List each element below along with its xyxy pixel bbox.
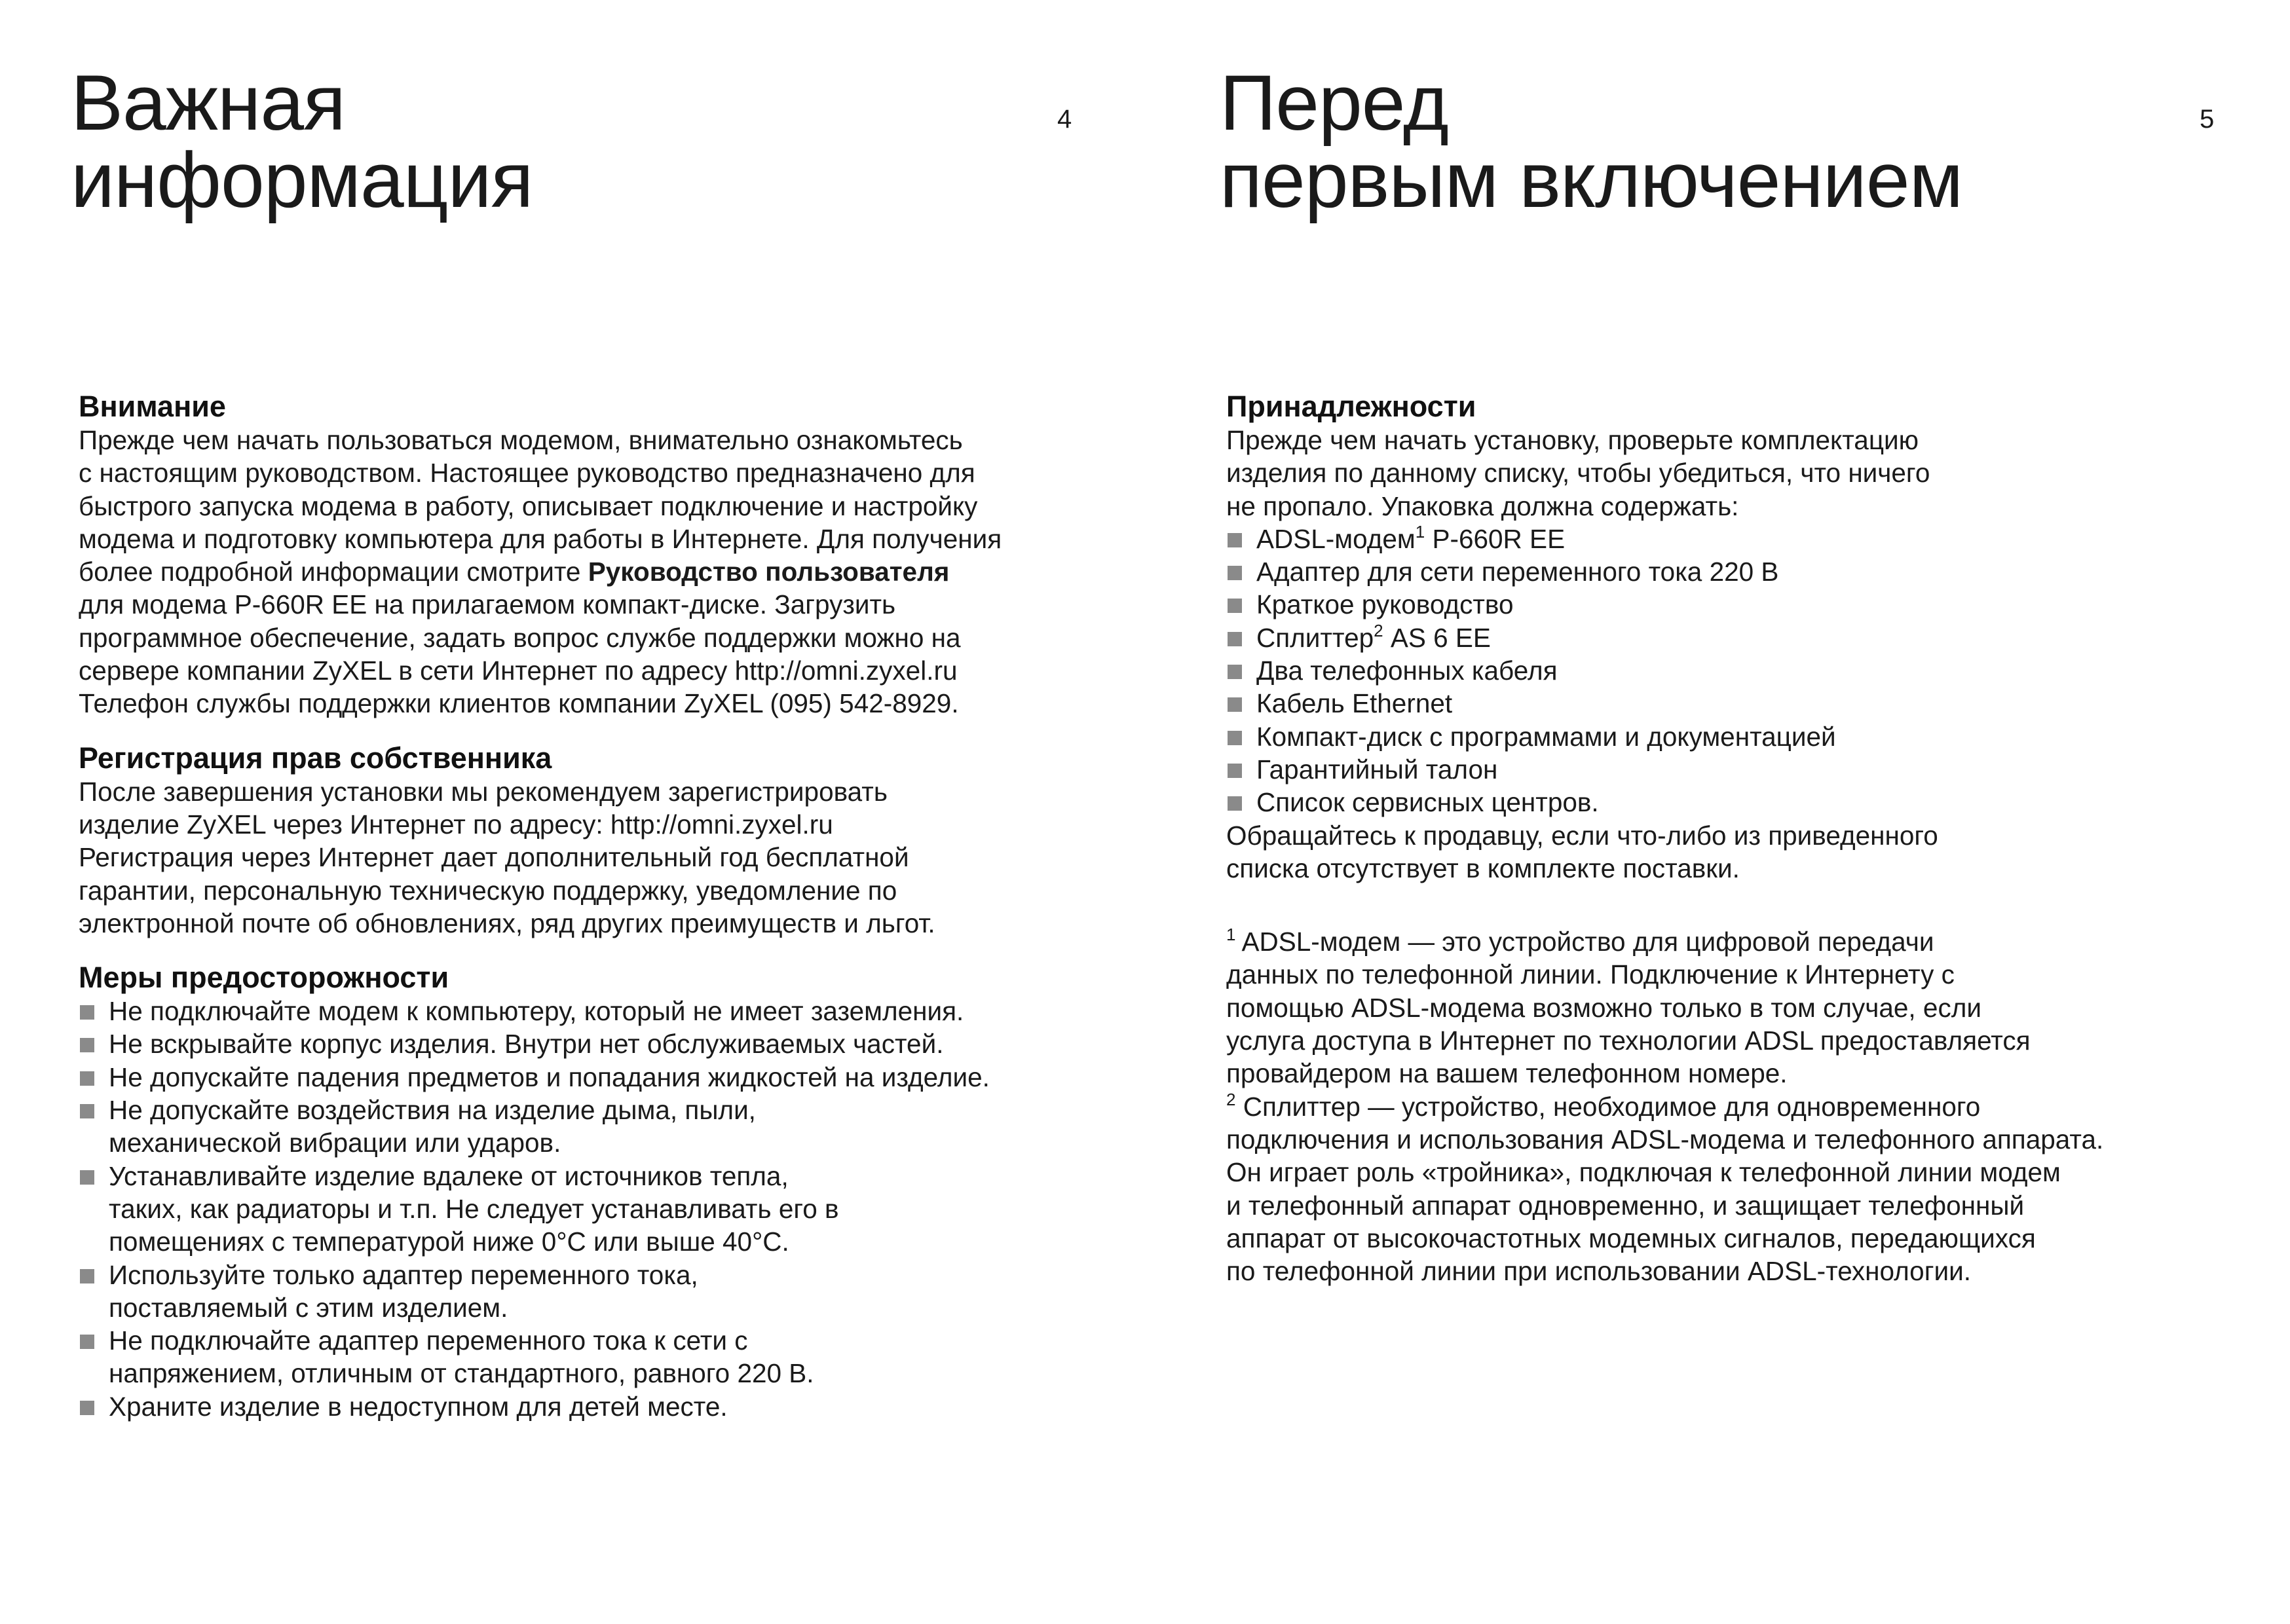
list-item [79, 1390, 1100, 1423]
square-bullet-icon [80, 1071, 94, 1086]
footnote [1226, 1090, 2274, 1123]
list-item-text: Не подключайте модем к компьютеру, который не имеет заземления. [109, 996, 964, 1027]
text-line: сервере компании ZyXEL в сети Интернет по адресу http://omni.zyxel.ru [79, 655, 958, 686]
text-fragment: P-660R EE [1425, 523, 1566, 554]
square-bullet-icon [1228, 731, 1242, 745]
section-heading: Внимание [79, 390, 226, 423]
list-item-text: Используйте только адаптер переменного тока, [109, 1259, 698, 1290]
list-item-text: Гарантийный талон [1256, 754, 1498, 784]
list-item [1226, 523, 2274, 555]
list-item [79, 1324, 1100, 1390]
list-item [79, 1061, 1100, 1094]
text-line: Регистрация через Интернет дает дополнительный год бесплатной [79, 842, 909, 873]
left-content [79, 390, 1100, 1423]
text-line: гарантии, персональную техническую поддержку, уведомление по [79, 875, 897, 906]
square-bullet-icon [1228, 697, 1242, 712]
page-number: 4 [1057, 105, 1072, 134]
square-bullet-icon [80, 1005, 94, 1020]
text-line: Прежде чем начать установку, проверьте комплектацию [1226, 425, 1919, 455]
list-item-text: помещениях с температурой ниже 0°С или выше 40°С. [109, 1227, 789, 1257]
list-item [1226, 687, 2274, 720]
section-heading: Меры предосторожности [79, 961, 449, 995]
precautions-list [79, 995, 1100, 1423]
text-line: помощью ADSL-модема возможно только в том случае, если [1226, 992, 1981, 1023]
section-heading: Принадлежности [1226, 390, 1476, 423]
list-item-text: Не допускайте воздействия на изделие дыма, пыли, [109, 1095, 756, 1126]
text-line: программное обеспечение, задать вопрос службе поддержки можно на [79, 622, 961, 653]
text-fragment: Сплиттер [1256, 622, 1374, 653]
page-title [71, 59, 533, 224]
text-fragment: ADSL-модем [1256, 523, 1416, 554]
text-line: данных по телефонной линии. Подключение к Интернету с [1226, 959, 1955, 990]
text-line: услуга доступа в Интернет по технологии ADSL предоставляется [1226, 1025, 2031, 1056]
list-item [1226, 753, 2274, 786]
list-item-text: Список сервисных центров. [1256, 787, 1599, 818]
list-item [1226, 588, 2274, 621]
square-bullet-icon [1228, 764, 1242, 778]
page-title [1220, 59, 1963, 224]
footnotes-section [1226, 925, 2274, 1287]
text-line: Прежде чем начать пользоваться модемом, внимательно ознакомьтесь [79, 425, 963, 455]
page-title-line: первым включением [1220, 136, 1963, 224]
footnote-marker: 2 [1374, 620, 1383, 640]
list-item-text: Два телефонных кабеля [1256, 655, 1558, 686]
list-item-text: Не вскрывайте корпус изделия. Внутри нет обслуживаемых частей. [109, 1029, 944, 1060]
square-bullet-icon [1228, 632, 1242, 646]
accessories-section [1226, 390, 2274, 885]
page-title-line: Важная [71, 59, 346, 147]
list-item-text: Не подключайте адаптер переменного тока к сети с [109, 1325, 748, 1356]
text-line: модема и подготовку компьютера для работы в Интернете. Для получения [79, 523, 1002, 554]
precautions-section [79, 961, 1100, 1423]
list-item [79, 1094, 1100, 1160]
spacer [1226, 885, 2274, 906]
list-item [1226, 654, 2274, 687]
list-item-text: механической вибрации или ударов. [109, 1128, 561, 1158]
right-content [1226, 390, 2274, 1287]
text-line: подключения и использования ADSL-модема и телефонного аппарата. [1226, 1124, 2104, 1154]
list-item [1226, 621, 2274, 654]
spacer [79, 720, 1100, 741]
accessories-list [1226, 523, 2274, 819]
section-heading: Регистрация прав собственника [79, 741, 552, 775]
list-item-text: Устанавливайте изделие вдалеке от источников тепла, [109, 1160, 789, 1191]
text-line: и телефонный аппарат одновременно, и защищает телефонный [1226, 1190, 2025, 1221]
list-item [79, 1027, 1100, 1060]
square-bullet-icon [80, 1038, 94, 1052]
text-line: Обращайтесь к продавцу, если что-либо из приведенного [1226, 820, 1938, 851]
square-bullet-icon [80, 1335, 94, 1349]
list-item [79, 995, 1100, 1027]
footnote-marker: 1 [1415, 521, 1425, 542]
text-line: Он играет роль «тройника», подключая к телефонной линии модем [1226, 1157, 2061, 1188]
list-item-text: таких, как радиаторы и т.п. Не следует устанавливать его в [109, 1193, 839, 1224]
list-item-text [1256, 621, 2274, 654]
text-line [79, 555, 1100, 588]
text-line: провайдером на вашем телефонном номере. [1226, 1058, 1788, 1089]
list-item [1226, 720, 2274, 753]
list-item-text: поставляемый с этим изделием. [109, 1292, 508, 1323]
text-line: Телефон службы поддержки клиентов компании ZyXEL (095) 542-8929. [79, 688, 959, 719]
list-item-text: Кабель Ethernet [1256, 688, 1453, 719]
text-line: для модема P-660R EE на прилагаемом компакт-диске. Загрузить [79, 589, 896, 620]
list-item-text [1256, 523, 2274, 555]
text-line: быстрого запуска модема в работу, описывает подключение и настройку [79, 490, 978, 521]
square-bullet-icon [80, 1170, 94, 1185]
footnote-text: ADSL-модем — это устройство для цифровой передачи [1241, 927, 1934, 957]
text-fragment: AS 6 EE [1383, 622, 1491, 653]
list-item [1226, 555, 2274, 588]
list-item [79, 1160, 1100, 1259]
footnote [1226, 925, 2274, 958]
list-item-text: Компакт-диск с программами и документацией [1256, 721, 1836, 752]
footnote-marker: 2 [1226, 1089, 1236, 1109]
spacer [1226, 906, 2274, 925]
spacer [79, 940, 1100, 961]
text-line: изделие ZyXEL через Интернет по адресу: http://omni.zyxel.ru [79, 809, 833, 840]
list-item-text: напряжением, отличным от стандартного, равного 220 В. [109, 1358, 814, 1389]
text-fragment: более подробной информации смотрите [79, 557, 588, 587]
text-line: аппарат от высокочастотных модемных сигналов, передающихся [1226, 1223, 2036, 1253]
list-item-text: Храните изделие в недоступном для детей месте. [109, 1391, 728, 1422]
text-line: изделия по данному списку, чтобы убедиться, что ничего [1226, 458, 1930, 489]
page-number: 5 [2200, 105, 2215, 134]
square-bullet-icon [1228, 533, 1242, 547]
footnote-text: Сплиттер — устройство, необходимое для одновременного [1243, 1091, 1981, 1122]
text-line: электронной почте об обновлениях, ряд других преимуществ и льгот. [79, 908, 935, 938]
square-bullet-icon [1228, 796, 1242, 811]
list-item [79, 1259, 1100, 1325]
page-title-line: Перед [1220, 59, 1448, 147]
square-bullet-icon [1228, 566, 1242, 580]
square-bullet-icon [80, 1269, 94, 1283]
footnote-marker: 1 [1226, 925, 1236, 945]
square-bullet-icon [1228, 599, 1242, 613]
text-line: списка отсутствует в комплекте поставки. [1226, 853, 1740, 883]
square-bullet-icon [1228, 665, 1242, 679]
right-page [1145, 0, 2290, 1624]
text-line: по телефонной линии при использовании ADSL-технологии. [1226, 1256, 1971, 1287]
page-title-line: информация [71, 136, 533, 224]
bold-reference: Руководство пользователя [588, 557, 950, 587]
text-line: не пропало. Упаковка должна содержать: [1226, 490, 1739, 521]
text-line: После завершения установки мы рекомендуем зарегистрировать [79, 776, 888, 807]
square-bullet-icon [80, 1104, 94, 1118]
list-item-text: Не допускайте падения предметов и попадания жидкостей на изделие. [109, 1061, 990, 1092]
registration-section [79, 741, 1100, 940]
list-item [1226, 786, 2274, 819]
list-item-text: Краткое руководство [1256, 589, 1514, 620]
list-item-text: Адаптер для сети переменного тока 220 В [1256, 557, 1779, 587]
text-line: с настоящим руководством. Настоящее руководство предназначено для [79, 458, 975, 489]
square-bullet-icon [80, 1401, 94, 1415]
attention-section [79, 390, 1100, 720]
